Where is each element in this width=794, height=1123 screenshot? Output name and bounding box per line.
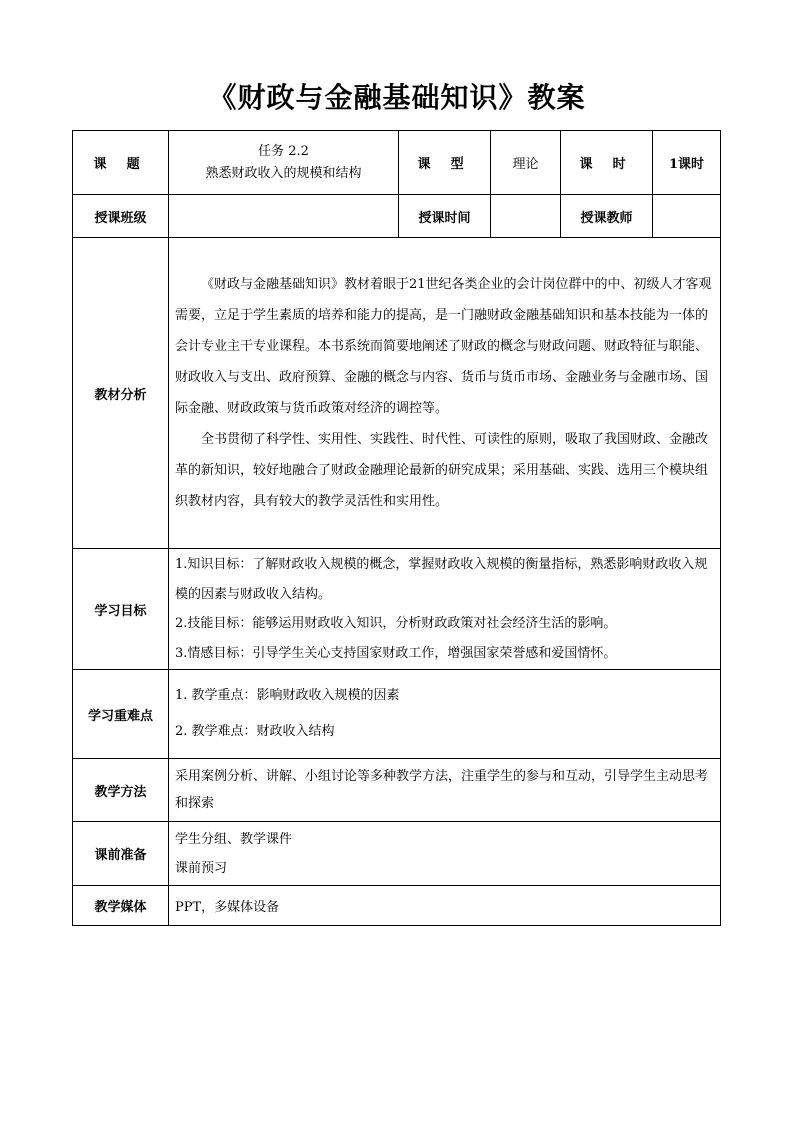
time-label: 授课时间 — [399, 195, 491, 238]
objectives-content — [169, 549, 721, 670]
preparation-line-2: 课前预习 — [175, 860, 228, 876]
difficulties-content — [169, 670, 721, 759]
objective-knowledge: 1.知识目标：了解财政收入规模的概念，掌握财政收入规模的衡量指标，熟悉影响财政收入规模的因素与财政收入结构。 — [175, 557, 708, 602]
media-row — [73, 886, 721, 926]
document-title: 《财政与金融基础知识》教案 — [208, 81, 586, 114]
objectives-label: 学习目标 — [73, 549, 169, 670]
preparation-content — [169, 822, 721, 886]
objective-skill: 2.技能目标：能够运用财政收入知识，分析财政政策对社会经济生活的影响。 — [175, 616, 617, 631]
teacher-value — [653, 195, 721, 238]
course-task-name: 熟悉财政收入的规模和结构 — [205, 165, 362, 181]
course-title-cell — [169, 131, 399, 195]
method-label: 教学方法 — [73, 759, 169, 822]
objective-emotion: 3.情感目标：引导学生关心支持国家财政工作，增强国家荣誉感和爱国情怀。 — [175, 645, 617, 661]
header-row-course — [73, 131, 721, 195]
difficulties-row — [73, 670, 721, 759]
teacher-label: 授课教师 — [561, 195, 653, 238]
course-label: 课 题 — [73, 131, 169, 195]
analysis-label: 教材分析 — [73, 238, 169, 549]
class-label: 授课班级 — [73, 195, 169, 238]
type-value: 理论 — [491, 131, 561, 195]
hours-value: 1课时 — [653, 131, 721, 195]
preparation-label: 课前准备 — [73, 822, 169, 886]
media-label: 教学媒体 — [73, 886, 169, 926]
difficulties-label: 学习重难点 — [73, 670, 169, 759]
analysis-content — [169, 238, 721, 549]
difficulty-hard-point: 2. 教学难点：财政收入结构 — [175, 724, 335, 739]
method-text: 采用案例分析、讲解、小组讨论等多种教学方法，注重学生的参与和互动，引导学生主动思考和探索 — [175, 769, 709, 811]
objectives-row — [73, 549, 721, 670]
hours-label: 课 时 — [561, 131, 653, 195]
preparation-row — [73, 822, 721, 886]
header-row-class — [73, 195, 721, 238]
type-label: 课 型 — [399, 131, 491, 195]
preparation-line-1: 学生分组、教学课件 — [175, 831, 293, 847]
method-content — [169, 759, 721, 822]
method-row — [73, 759, 721, 822]
course-task-number: 任务 2.2 — [258, 143, 309, 159]
difficulty-key-point: 1. 教学重点：影响财政收入规模的因素 — [175, 688, 400, 703]
class-value — [169, 195, 399, 238]
analysis-paragraph-1: 《财政与金融基础知识》教材着眼于21世纪各类企业的会计岗位群中的中、初级人才客观需要，立足于学生素质的培养和能力的提高，是一门融财政金融基础知识和基本技能为一体的会计专业主干专业课程。本书系统而简要地阐述了财政的概念与财政问题、财政特征与职能、财政收入与支出、政府预算、金融的概念与内容、货币与货币市场、金融业务与金融市场、国际金融、财政政策与货币政策对经济的调控等。 — [175, 277, 712, 416]
analysis-paragraph-2: 全书贯彻了科学性、实用性、实践性、时代性、可读性的原则，吸取了我国财政、金融改革的新知识，较好地融合了财政金融理论最新的研究成果；采用基础、实践、选用三个模块组织教材内容，具有较大的教学灵活性和实用性。 — [175, 432, 709, 509]
time-value — [491, 195, 561, 238]
lesson-plan-table — [72, 130, 721, 926]
analysis-row — [73, 238, 721, 549]
media-content: PPT，多媒体设备 — [169, 886, 721, 926]
